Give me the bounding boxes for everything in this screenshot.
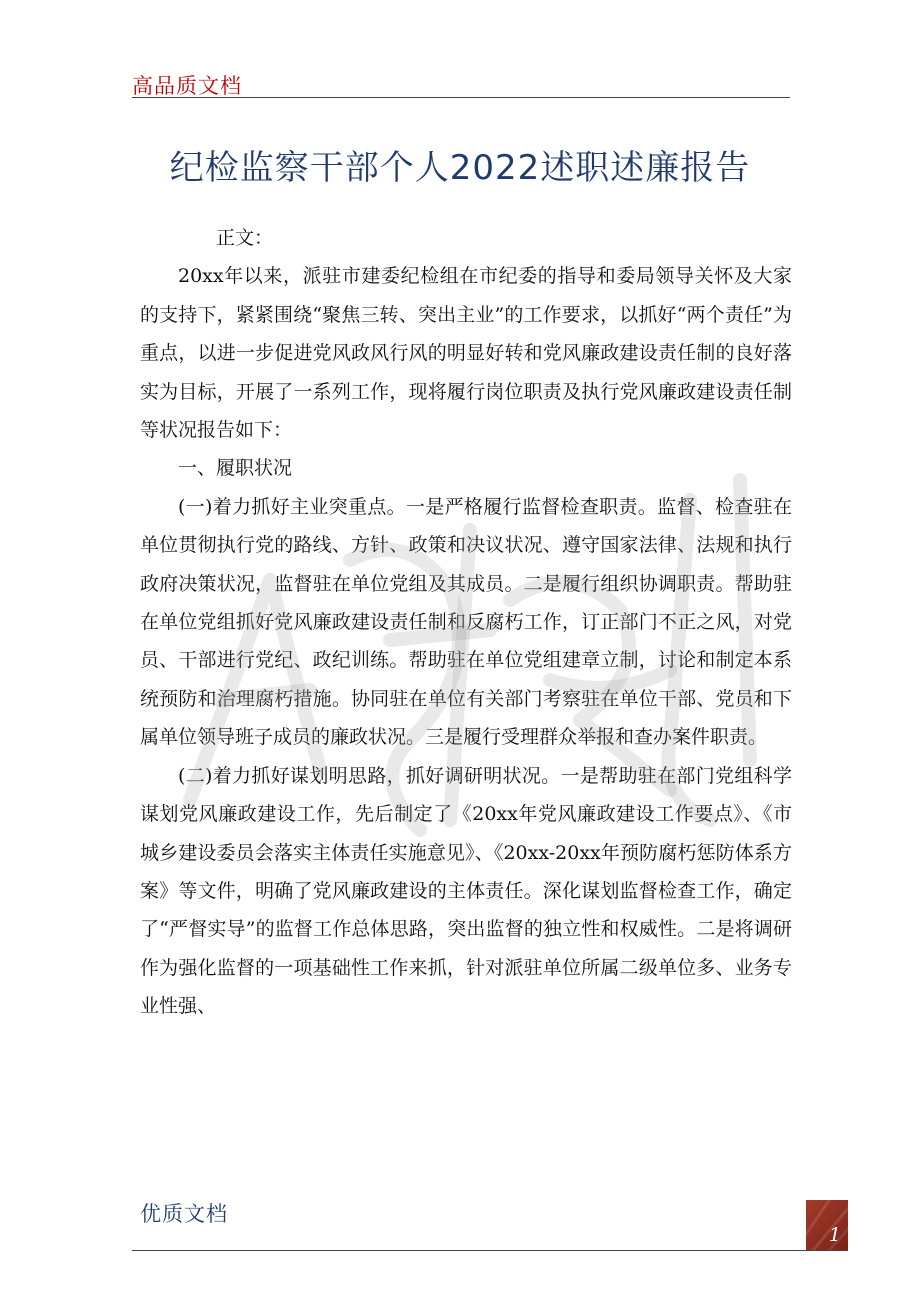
header-divider (132, 97, 790, 98)
paragraph-intro: 正文： (216, 227, 274, 249)
section-heading: 一、履职状况 (178, 457, 293, 480)
document-body (140, 219, 792, 1026)
footer-divider (132, 1250, 848, 1251)
paragraph-section-2: (二)着力抓好谋划明思路，抓好调研明状况。一是帮助驻在部门党组科学谋划党风廉政建设工作，先后制定了《20xx年党风廉政建设工作要点》、《市城乡建设委员会落实主体责任实施意见》、《20xx-20xx年预防腐朽惩防体系方案》等文件，明确了党风廉政建设的主体责任。深化谋划监督检查工作，确定了“严督实导”的监督工作总体思路，突出监督的独立性和权威性。二是将调研作为强化监督的一项基础性工作来抓，针对派驻单位所属二级单位多、业务专业性强、 (140, 764, 792, 1018)
badge-texture-icon (806, 1200, 848, 1250)
document-title: 纪检监察干部个人2022述职述廉报告 (169, 148, 751, 188)
paragraph-section-1: (一)着力抓好主业突重点。一是严格履行监督检查职责。监督、检查驻在单位贯彻执行党的路线、方针、政策和决议状况、遵守国家法律、法规和执行政府决策状况，监督驻在单位党组及其成员。二是履行组织协调职责。帮助驻在单位党组抓好党风廉政建设责任制和反腐朽工作，订正部门不正之风，对党员、干部进行党纪、政纪训练。帮助驻在单位党组建章立制，讨论和制定本系统预防和治理腐朽措施。协同驻在单位有关部门考察驻在单位干部、党员和下属单位领导班子成员的廉政状况。三是履行受理群众举报和查办案件职责。 (140, 495, 792, 749)
paragraph-overview: 20xx年以来，派驻市建委纪检组在市纪委的指导和委局领导关怀及大家的支持下，紧紧围绕“聚焦三转、突出主业”的工作要求，以抓好“两个责任”为重点，以进一步促进党风政风行风的明显好转和党风廉政建设责任制的良好落实为目标，开展了一系列工作，现将履行岗位职责及执行党风廉政建设责任制等状况报告如下： (140, 265, 792, 442)
header-label: 高品质文档 (132, 74, 242, 98)
footer-label: 优质文档 (140, 1202, 228, 1226)
page-number-badge (806, 1200, 848, 1250)
page-number: 1 (828, 1224, 841, 1246)
